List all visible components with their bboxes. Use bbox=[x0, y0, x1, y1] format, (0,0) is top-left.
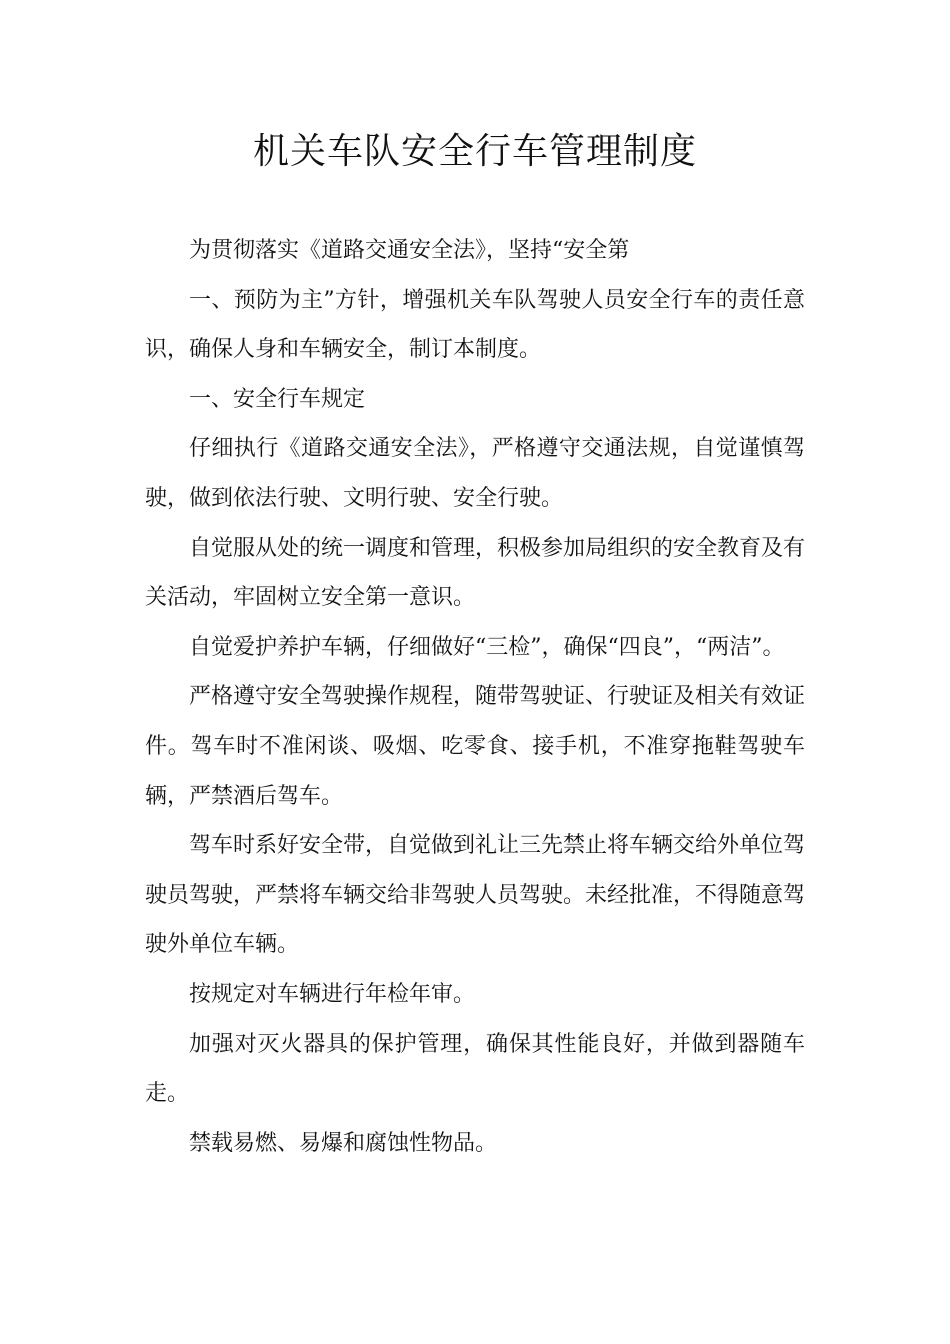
paragraph-2: 一、预防为主”方针，增强机关车队驾驶人员安全行车的责任意识，确保人身和车辆安全，制订本制度。 bbox=[145, 287, 805, 363]
paragraph-1: 为贯彻落实《道路交通安全法》，坚持“安全第 bbox=[189, 238, 630, 263]
paragraph-8: 按规定对车辆进行年检年审。 bbox=[189, 981, 476, 1007]
paragraph-9: 加强对灭火器具的保护管理，确保其性能良好，并做到器随车走。 bbox=[145, 1031, 805, 1107]
section-heading: 一、安全行车规定 bbox=[189, 386, 366, 412]
paragraph-7: 驾车时系好安全带，自觉做到礼让三先禁止将车辆交给外单位驾驶员驾驶，严禁将车辆交给非驾驶人员驾驶。未经批准，不得随意驾驶外单位车辆。 bbox=[145, 833, 806, 958]
document-body bbox=[145, 226, 805, 1168]
paragraph-5: 自觉爱护养护车辆，仔细做好“三检”，确保“四良”，“两洁”。 bbox=[189, 634, 785, 660]
paragraph-3: 仔细执行《道路交通安全法》，严格遵守交通法规，自觉谨慎驾驶，做到依法行驶、文明行驶、安全行驶。 bbox=[145, 436, 805, 511]
document-title: 机关车队安全行车管理制度 bbox=[252, 131, 697, 172]
paragraph-4: 自觉服从处的统一调度和管理，积极参加局组织的安全教育及有关活动，牢固树立安全第一意识。 bbox=[145, 535, 806, 611]
paragraph-10: 禁载易燃、易爆和腐蚀性物品。 bbox=[189, 1130, 498, 1156]
paragraph-6: 严格遵守安全驾驶操作规程，随带驾驶证、行驶证及相关有效证件。驾车时不准闲谈、吸烟、吃零食、接手机，不准穿拖鞋驾驶车辆，严禁酒后驾车。 bbox=[145, 684, 806, 809]
